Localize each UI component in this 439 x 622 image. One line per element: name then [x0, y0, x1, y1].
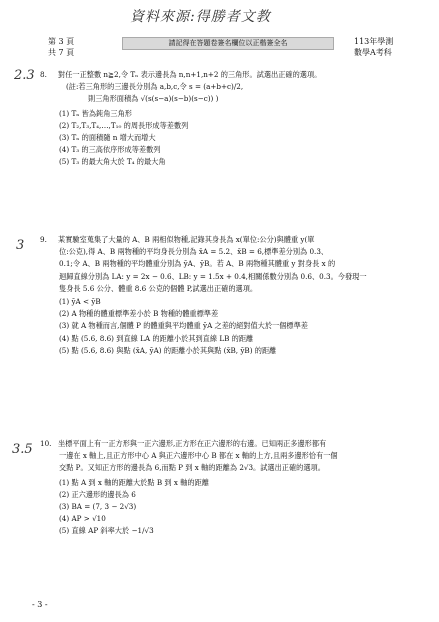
question-10: [40, 438, 432, 538]
total-pages-label: 共 7 頁: [48, 48, 75, 57]
q8-option: (4) T₃ 的三高依序形成等差數列: [59, 145, 161, 155]
q8-stem-row: [40, 69, 432, 81]
exam-info: [354, 36, 393, 58]
q10-option: (2) 正六邊形的邊長為 6: [59, 489, 136, 499]
q8-note-line-2: 則三角形面積為 √(s(s−a)(s−b)(s−c)) ): [88, 94, 219, 104]
q9-option: (3) 就 A 物種而言,個體 P 的體重與平均體重 ȳA 之差的絕對值大於一個標準差: [59, 321, 308, 331]
q9-line: 0.1;令 A、B 兩物種的平均體重分別為 ȳA、ȳB。若 A、B 兩物種其體重 y 對身長 x 的: [59, 259, 336, 269]
q9-option: (5) 點 (5.6, 8.6) 與點 (x̄A, ȳA) 的距離小於其與點 (x̄B, ȳB) 的距離: [59, 345, 277, 355]
q9-option: (1) ȳA < ȳB: [59, 297, 101, 307]
q8-options: [40, 108, 432, 169]
q8-option: (5) T₃ 的最大角大於 T₄ 的最大角: [59, 157, 166, 167]
q9-line: 位:公克),得 A、B 兩物種的平均身長分別為 x̄A = 5.2、x̄B = 6,標準差分別為 0.3、: [59, 247, 329, 257]
q10-option: (5) 直線 AP 斜率大於 −1/√3: [59, 526, 154, 536]
q10-options: [40, 477, 432, 538]
q9-line-text: 某實驗室蒐集了大量的 A、B 兩相似物種,記錄其身長為 x(單位:公分)與體重 y(單: [58, 235, 315, 244]
q9-options: [40, 296, 432, 357]
q10-line-text: 坐標平面上有一正方形與一正六邊形,正方形在正六邊形的右邊。已知兩正多邊形都有: [58, 439, 327, 448]
q9-line: 迴歸直線分別為 LA: y = 2x − 0.6、LB: y = 1.5x + 0.4,相關係數分別為 0.6、0.3。今發現一: [59, 271, 367, 281]
q9-number: 9.: [40, 235, 47, 244]
q10-option: (4) AP > √10: [59, 514, 106, 524]
page-numbering: [48, 36, 74, 58]
q8-note-line-1: (註:若三角形的三邊長分別為 a,b,c,令 s = (a+b+c)/2,: [66, 82, 244, 92]
q9-option: (4) 點 (5.6, 8.6) 到直線 LA 的距離小於其到直線 LB 的距離: [59, 333, 254, 343]
q8-option: (3) Tₙ 的面積隨 n 增大而增大: [59, 133, 156, 143]
margin-note-q10: 3.5: [12, 442, 33, 457]
q8-option: (1) Tₙ 皆為鈍角三角形: [59, 108, 132, 118]
handwritten-source-stamp: 資料來源:得勝者文教: [130, 9, 271, 25]
margin-note-q8: 2.3: [14, 68, 35, 83]
exam-year-label: 113年學測: [354, 37, 394, 46]
q10-option: (3) BA = (7, 3 − 2√3): [59, 502, 137, 512]
q10-line: 一邊在 x 軸上,且正方形中心 A 與正六邊形中心 B 都在 x 軸的上方,且兩多邊形恰有一個: [59, 451, 338, 461]
signature-reminder-banner: 請記得在答題卷簽名欄位以正楷簽全名: [122, 37, 334, 50]
question-8: [40, 69, 432, 169]
q10-number: 10.: [40, 439, 52, 448]
q9-line: 隻身長 5.6 公分、體重 8.6 公克的個體 P,試選出正確的選項。: [59, 283, 258, 293]
page-footer-number: - 3 -: [32, 600, 48, 609]
q8-number: 8.: [40, 70, 47, 79]
q8-stem: 對任一正整數 n≧2,令 Tₙ 表示邊長為 n,n+1,n+2 的三角形。試選出正確的選項。: [58, 70, 322, 79]
q9-option: (2) A 物種的體重標準差小於 B 物種的體重標準差: [59, 309, 219, 319]
margin-note-q9: 3: [16, 238, 25, 253]
q8-option: (2) T₂,T₃,T₄,…,T₁₀ 的周長形成等差數列: [59, 120, 189, 130]
question-9: [40, 234, 432, 357]
exam-subject-label: 數學A考科: [354, 48, 392, 57]
q10-line: 交點 P。又知正方形的邊長為 6,而點 P 到 x 軸的距離為 2√3。試選出正確的選項。: [59, 463, 325, 473]
q9-line: [40, 234, 432, 246]
page-label: 第 3 頁: [48, 37, 75, 46]
q10-line: [40, 438, 432, 450]
q10-option: (1) 點 A 到 x 軸的距離大於點 B 到 x 軸的距離: [59, 477, 209, 487]
